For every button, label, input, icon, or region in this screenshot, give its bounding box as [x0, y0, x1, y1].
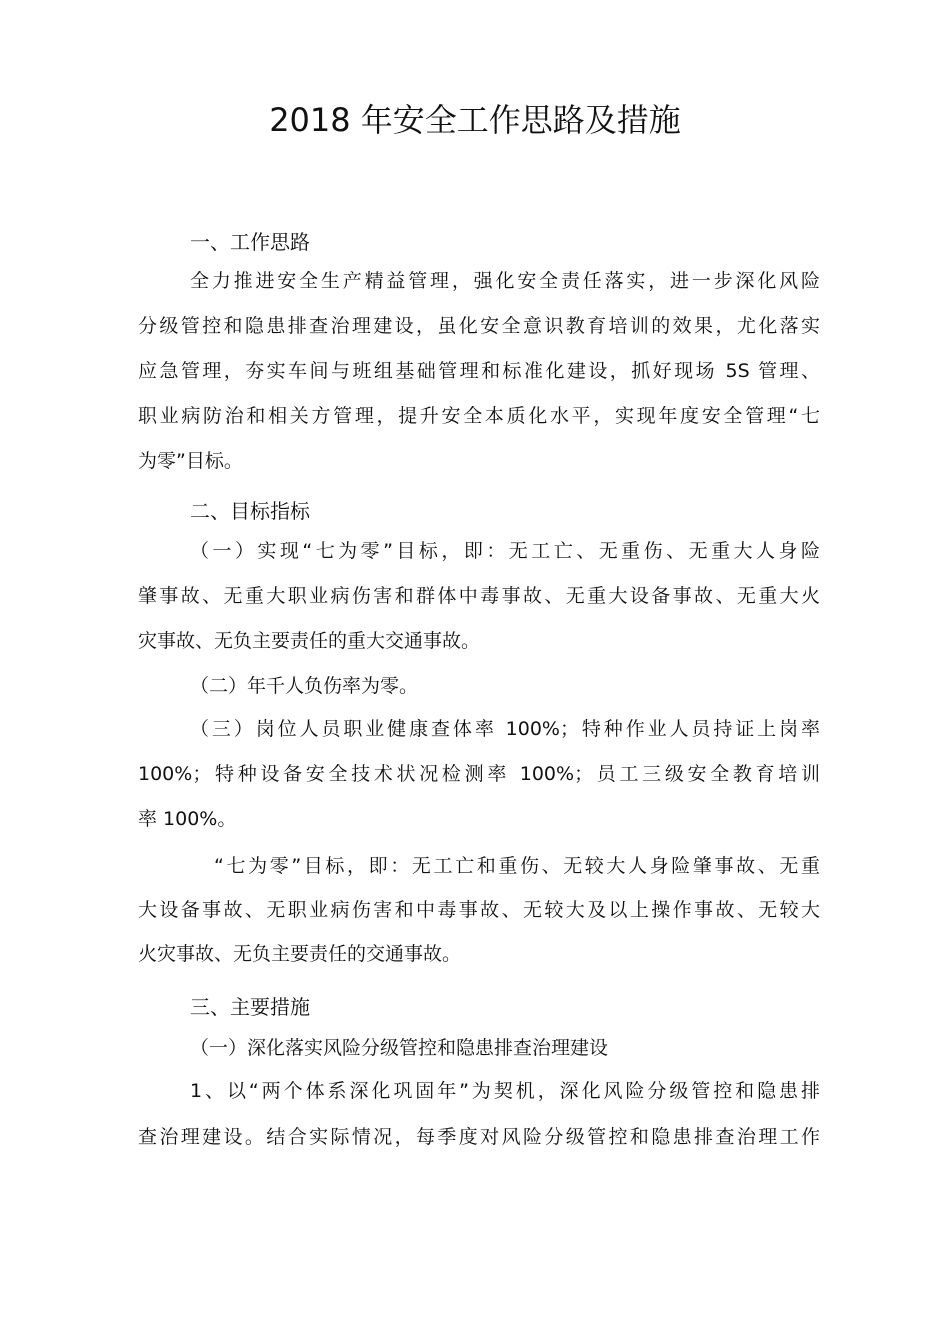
paragraph-line: 为零”目标。 [138, 450, 243, 472]
section-heading-measures: 三、主要措施 [190, 995, 310, 1019]
paragraph-line: 100%；特种设备安全技术状况检测率 100%；员工三级安全教育培训 [138, 763, 820, 785]
paragraph-line: （三）岗位人员职业健康查体率 100%；特种作业人员持证上岗率 [190, 718, 820, 740]
paragraph-line: 全力推进安全生产精益管理，强化安全责任落实，进一步深化风险 [190, 270, 820, 292]
paragraph-line: 率 100%。 [138, 808, 237, 830]
paragraph-line: （二）年千人负伤率为零。 [190, 675, 419, 697]
paragraph-line: 职业病防治和相关方管理，提升安全本质化水平，实现年度安全管理“七 [138, 405, 820, 427]
paragraph-line: 大设备事故、无职业病伤害和中毒事故、无较大及以上操作事故、无较大 [138, 899, 820, 921]
paragraph-line: 查治理建设。结合实际情况，每季度对风险分级管控和隐患排查治理工作 [138, 1126, 820, 1148]
document-title: 2018 年安全工作思路及措施 [269, 101, 681, 139]
paragraph-line: “七为零”目标，即：无工亡和重伤、无较大人身险肇事故、无重 [214, 855, 820, 877]
subsection-heading: （一）深化落实风险分级管控和隐患排查治理建设 [190, 1037, 609, 1059]
paragraph-line: 肇事故、无重大职业病伤害和群体中毒事故、无重大设备事故、无重大火 [138, 585, 820, 607]
section-heading-targets: 二、目标指标 [190, 499, 310, 523]
paragraph-line: 火灾事故、无负主要责任的交通事故。 [138, 943, 462, 965]
paragraph-line: 应急管理，夯实车间与班组基础管理和标准化建设，抓好现场 5S 管理、 [138, 360, 820, 382]
paragraph-line: 分级管控和隐患排查治理建设，虽化安全意识教育培训的效果，尤化落实 [138, 315, 820, 337]
paragraph-line: （一）实现“七为零”目标，即：无工亡、无重伤、无重大人身险 [190, 540, 820, 562]
paragraph-line: 1、以“两个体系深化巩固年”为契机，深化风险分级管控和隐患排 [190, 1080, 820, 1102]
section-heading-work-approach: 一、工作思路 [190, 230, 310, 254]
paragraph-line: 灾事故、无负主要责任的重大交通事故。 [138, 630, 481, 652]
